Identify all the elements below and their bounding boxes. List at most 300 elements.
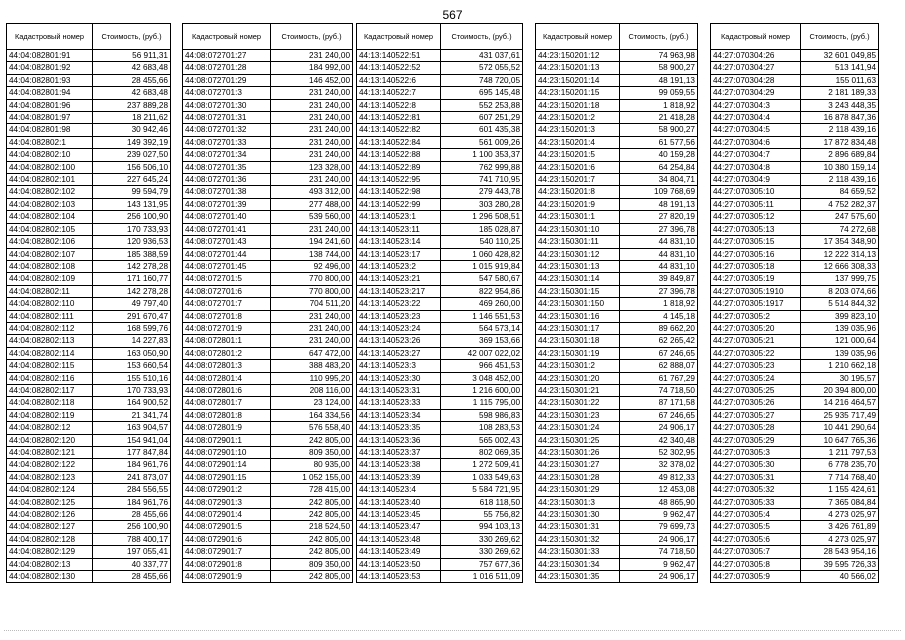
cadastral-number-cell: 44:04:082802:121 bbox=[7, 447, 93, 459]
table-row bbox=[357, 397, 523, 409]
cost-cell: 239 027,50 bbox=[93, 149, 171, 161]
cadastral-number-cell: 44:08:072901:10 bbox=[183, 447, 271, 459]
table-row bbox=[536, 186, 698, 198]
table-row bbox=[357, 459, 523, 471]
cost-cell: 67 246,65 bbox=[620, 347, 698, 359]
table-row bbox=[711, 546, 879, 558]
table-row bbox=[183, 471, 353, 483]
table-row bbox=[536, 372, 698, 384]
cadastral-number-cell: 44:04:082802:123 bbox=[7, 471, 93, 483]
cost-cell: 647 472,00 bbox=[271, 347, 353, 359]
cadastral-number-cell: 44:27:070305:22 bbox=[711, 347, 801, 359]
table-row bbox=[7, 434, 171, 446]
cost-cell: 40 337,77 bbox=[93, 558, 171, 570]
table-row bbox=[7, 397, 171, 409]
cadastral-number-cell: 44:23:150201:14 bbox=[536, 74, 620, 86]
cadastral-number-cell: 44:04:082802:125 bbox=[7, 496, 93, 508]
cost-cell: 2 181 189,33 bbox=[801, 87, 879, 99]
cadastral-table-3 bbox=[356, 23, 523, 583]
cost-cell: 7 365 084,84 bbox=[801, 496, 879, 508]
cadastral-number-cell: 44:27:070304:7 bbox=[711, 149, 801, 161]
cadastral-number-cell: 44:08:072701:38 bbox=[183, 186, 271, 198]
cadastral-number-cell: 44:27:070305:4 bbox=[711, 509, 801, 521]
cadastral-number-cell: 44:13:140523:27 bbox=[357, 347, 441, 359]
cost-cell: 153 660,54 bbox=[93, 360, 171, 372]
cadastral-number-cell: 44:04:082802:112 bbox=[7, 322, 93, 334]
cadastral-number-cell: 44:04:082802:107 bbox=[7, 248, 93, 260]
table-row bbox=[183, 422, 353, 434]
table-row bbox=[711, 533, 879, 545]
cadastral-number-cell: 44:27:070305:10 bbox=[711, 186, 801, 198]
table-row bbox=[183, 298, 353, 310]
cadastral-number-cell: 44:27:070305:23 bbox=[711, 360, 801, 372]
cadastral-number-cell: 44:13:140522:99 bbox=[357, 198, 441, 210]
cost-cell: 607 251,29 bbox=[441, 112, 523, 124]
cost-cell: 4 145,18 bbox=[620, 310, 698, 322]
table-row bbox=[711, 409, 879, 421]
table-row bbox=[7, 459, 171, 471]
cadastral-number-cell: 44:04:082802:113 bbox=[7, 335, 93, 347]
table-row bbox=[7, 112, 171, 124]
cadastral-number-cell: 44:27:070305:6 bbox=[711, 533, 801, 545]
cost-cell: 966 451,53 bbox=[441, 360, 523, 372]
table-row bbox=[357, 471, 523, 483]
cost-cell: 58 900,27 bbox=[620, 62, 698, 74]
cadastral-number-cell: 44:27:070304:27 bbox=[711, 62, 801, 74]
cadastral-number-cell: 44:23:150301:28 bbox=[536, 471, 620, 483]
cadastral-number-cell: 44:08:072901:4 bbox=[183, 509, 271, 521]
cost-cell: 231 240,00 bbox=[271, 136, 353, 148]
cost-cell: 18 211,62 bbox=[93, 112, 171, 124]
cost-cell: 12 453,08 bbox=[620, 484, 698, 496]
table-row bbox=[536, 87, 698, 99]
cost-cell: 89 662,20 bbox=[620, 322, 698, 334]
table-row bbox=[711, 471, 879, 483]
table-row bbox=[711, 149, 879, 161]
table-row bbox=[357, 236, 523, 248]
cadastral-number-cell: 44:04:082801:96 bbox=[7, 99, 93, 111]
table-row bbox=[536, 174, 698, 186]
table-row bbox=[183, 509, 353, 521]
cadastral-number-cell: 44:08:072701:9 bbox=[183, 322, 271, 334]
cost-cell: 279 443,78 bbox=[441, 186, 523, 198]
cost-cell: 10 380 159,14 bbox=[801, 161, 879, 173]
table-row bbox=[711, 360, 879, 372]
cost-cell: 2 118 439,16 bbox=[801, 124, 879, 136]
cost-cell: 154 941,04 bbox=[93, 434, 171, 446]
cadastral-number-cell: 44:13:140522:8 bbox=[357, 99, 441, 111]
table-row bbox=[357, 447, 523, 459]
cadastral-number-cell: 44:27:070305:7 bbox=[711, 546, 801, 558]
cost-cell: 32 378,02 bbox=[620, 459, 698, 471]
cadastral-number-cell: 44:27:070304:3 bbox=[711, 99, 801, 111]
cost-cell: 74 718,50 bbox=[620, 384, 698, 396]
cadastral-number-cell: 44:27:070304:6 bbox=[711, 136, 801, 148]
table-row bbox=[711, 558, 879, 570]
cadastral-number-cell: 44:23:150301:18 bbox=[536, 335, 620, 347]
cost-cell: 156 506,10 bbox=[93, 161, 171, 173]
cadastral-number-cell: 44:04:082802:118 bbox=[7, 397, 93, 409]
table-row bbox=[357, 260, 523, 272]
table-row bbox=[183, 87, 353, 99]
cadastral-number-cell: 44:04:082802:130 bbox=[7, 571, 93, 583]
cost-cell: 572 055,52 bbox=[441, 62, 523, 74]
cadastral-number-cell: 44:13:140522:95 bbox=[357, 174, 441, 186]
cadastral-number-cell: 44:08:072701:7 bbox=[183, 298, 271, 310]
cadastral-number-cell: 44:04:082801:94 bbox=[7, 87, 93, 99]
cost-cell: 256 100,90 bbox=[93, 211, 171, 223]
cost-cell: 17 872 834,48 bbox=[801, 136, 879, 148]
table-row bbox=[711, 459, 879, 471]
cadastral-number-cell: 44:23:150301:27 bbox=[536, 459, 620, 471]
table-row bbox=[536, 50, 698, 62]
cost-cell: 4 273 025,97 bbox=[801, 509, 879, 521]
cadastral-number-cell: 44:08:072801:3 bbox=[183, 360, 271, 372]
cost-cell: 291 670,47 bbox=[93, 310, 171, 322]
cost-cell: 1 210 662,18 bbox=[801, 360, 879, 372]
cadastral-number-cell: 44:04:082801:93 bbox=[7, 74, 93, 86]
table-row bbox=[711, 285, 879, 297]
cadastral-number-cell: 44:23:150301:35 bbox=[536, 571, 620, 583]
table-row bbox=[357, 124, 523, 136]
cost-cell: 27 396,78 bbox=[620, 223, 698, 235]
cadastral-number-cell: 44:08:072901:15 bbox=[183, 471, 271, 483]
table-row bbox=[711, 223, 879, 235]
cost-cell: 170 733,93 bbox=[93, 384, 171, 396]
table-row bbox=[183, 484, 353, 496]
table-row bbox=[711, 124, 879, 136]
cost-cell: 231 240,00 bbox=[271, 149, 353, 161]
cost-cell: 757 677,36 bbox=[441, 558, 523, 570]
table-row bbox=[357, 571, 523, 583]
cadastral-number-cell: 44:23:150301:10 bbox=[536, 223, 620, 235]
cadastral-number-cell: 44:23:150301:19 bbox=[536, 347, 620, 359]
cadastral-number-cell: 44:13:140523:11 bbox=[357, 223, 441, 235]
cost-cell: 28 455,66 bbox=[93, 509, 171, 521]
table-row bbox=[7, 136, 171, 148]
cadastral-number-cell: 44:13:140523:36 bbox=[357, 434, 441, 446]
cadastral-number-cell: 44:04:082802:114 bbox=[7, 347, 93, 359]
cadastral-number-cell: 44:13:140523:22 bbox=[357, 298, 441, 310]
cadastral-number-cell: 44:04:082802:119 bbox=[7, 409, 93, 421]
table-row bbox=[711, 161, 879, 173]
table-row bbox=[7, 558, 171, 570]
cadastral-number-cell: 44:08:072701:31 bbox=[183, 112, 271, 124]
table-row bbox=[7, 571, 171, 583]
cost-cell: 21 418,28 bbox=[620, 112, 698, 124]
cadastral-number-cell: 44:08:072701:40 bbox=[183, 211, 271, 223]
cadastral-number-cell: 44:13:140523:3 bbox=[357, 360, 441, 372]
header-cadastral-number: Кадастровый номер bbox=[536, 24, 620, 50]
table-row bbox=[183, 322, 353, 334]
cost-cell: 3 243 448,35 bbox=[801, 99, 879, 111]
cadastral-number-cell: 44:27:070304:9 bbox=[711, 174, 801, 186]
table-row bbox=[183, 558, 353, 570]
cadastral-number-cell: 44:27:070305:28 bbox=[711, 422, 801, 434]
cost-cell: 748 720,05 bbox=[441, 74, 523, 86]
cost-cell: 30 942,46 bbox=[93, 124, 171, 136]
cost-cell: 27 396,78 bbox=[620, 285, 698, 297]
cadastral-number-cell: 44:13:140523:33 bbox=[357, 397, 441, 409]
table-row bbox=[183, 372, 353, 384]
cost-cell: 177 847,84 bbox=[93, 447, 171, 459]
table-row bbox=[183, 347, 353, 359]
cost-cell: 231 240,00 bbox=[271, 223, 353, 235]
table-row bbox=[7, 384, 171, 396]
table-row bbox=[711, 322, 879, 334]
table-row bbox=[183, 546, 353, 558]
cadastral-number-cell: 44:23:150301:33 bbox=[536, 546, 620, 558]
cadastral-number-cell: 44:23:150201:6 bbox=[536, 161, 620, 173]
cost-cell: 39 849,87 bbox=[620, 273, 698, 285]
cadastral-number-cell: 44:27:070305:1917 bbox=[711, 298, 801, 310]
cost-cell: 277 488,00 bbox=[271, 198, 353, 210]
cost-cell: 231 240,00 bbox=[271, 310, 353, 322]
cadastral-number-cell: 44:23:150301:22 bbox=[536, 397, 620, 409]
cost-cell: 49 812,33 bbox=[620, 471, 698, 483]
cost-cell: 704 511,20 bbox=[271, 298, 353, 310]
cost-cell: 184 992,00 bbox=[271, 62, 353, 74]
cadastral-number-cell: 44:13:140523:35 bbox=[357, 422, 441, 434]
table-row bbox=[7, 310, 171, 322]
cadastral-number-cell: 44:27:070305:27 bbox=[711, 409, 801, 421]
table-row bbox=[357, 136, 523, 148]
cadastral-number-cell: 44:27:070304:8 bbox=[711, 161, 801, 173]
cost-cell: 565 002,43 bbox=[441, 434, 523, 446]
cadastral-number-cell: 44:23:150201:7 bbox=[536, 174, 620, 186]
cadastral-number-cell: 44:04:082802:116 bbox=[7, 372, 93, 384]
cost-cell: 256 100,90 bbox=[93, 521, 171, 533]
cost-cell: 21 341,74 bbox=[93, 409, 171, 421]
table-row bbox=[357, 409, 523, 421]
cost-cell: 84 659,52 bbox=[801, 186, 879, 198]
cost-cell: 6 778 235,70 bbox=[801, 459, 879, 471]
cost-cell: 62 888,07 bbox=[620, 360, 698, 372]
table-row bbox=[357, 322, 523, 334]
table-row bbox=[536, 112, 698, 124]
cost-cell: 303 280,28 bbox=[441, 198, 523, 210]
cost-cell: 61 577,56 bbox=[620, 136, 698, 148]
cost-cell: 1 115 795,00 bbox=[441, 397, 523, 409]
header-cost: Стоимость, (руб.) bbox=[801, 24, 879, 50]
table-row bbox=[7, 335, 171, 347]
table-row bbox=[7, 546, 171, 558]
cost-cell: 155 510,16 bbox=[93, 372, 171, 384]
cadastral-number-cell: 44:08:072701:39 bbox=[183, 198, 271, 210]
table-row bbox=[357, 496, 523, 508]
cadastral-number-cell: 44:13:140523:26 bbox=[357, 335, 441, 347]
header-cost: Стоимость, (руб.) bbox=[441, 24, 523, 50]
table-row bbox=[183, 533, 353, 545]
cadastral-number-cell: 44:08:072701:30 bbox=[183, 99, 271, 111]
table-row bbox=[7, 260, 171, 272]
cost-cell: 14 227,83 bbox=[93, 335, 171, 347]
cost-cell: 1 155 424,61 bbox=[801, 484, 879, 496]
table-row bbox=[357, 99, 523, 111]
cadastral-number-cell: 44:27:070305:19 bbox=[711, 273, 801, 285]
table-row bbox=[711, 335, 879, 347]
cadastral-number-cell: 44:27:070305:29 bbox=[711, 434, 801, 446]
table-row bbox=[183, 273, 353, 285]
cadastral-number-cell: 44:23:150201:3 bbox=[536, 124, 620, 136]
cost-cell: 40 159,28 bbox=[620, 149, 698, 161]
table-row bbox=[536, 422, 698, 434]
table-row bbox=[7, 372, 171, 384]
cost-cell: 171 160,77 bbox=[93, 273, 171, 285]
table-row bbox=[183, 124, 353, 136]
cost-cell: 564 573,14 bbox=[441, 322, 523, 334]
cost-cell: 42 683,48 bbox=[93, 87, 171, 99]
cadastral-number-cell: 44:13:140522:84 bbox=[357, 136, 441, 148]
table-row bbox=[7, 74, 171, 86]
table-row bbox=[711, 260, 879, 272]
cadastral-number-cell: 44:27:070305:9 bbox=[711, 571, 801, 583]
cost-cell: 1 016 511,09 bbox=[441, 571, 523, 583]
table-row bbox=[711, 186, 879, 198]
cost-cell: 242 805,00 bbox=[271, 533, 353, 545]
table-row bbox=[536, 434, 698, 446]
cadastral-number-cell: 44:08:072801:6 bbox=[183, 384, 271, 396]
cadastral-number-cell: 44:08:072701:36 bbox=[183, 174, 271, 186]
cadastral-number-cell: 44:13:140522:98 bbox=[357, 186, 441, 198]
cadastral-number-cell: 44:08:072701:32 bbox=[183, 124, 271, 136]
table-row bbox=[7, 422, 171, 434]
header-cadastral-number: Кадастровый номер bbox=[357, 24, 441, 50]
cost-cell: 121 000,64 bbox=[801, 335, 879, 347]
cost-cell: 9 962,47 bbox=[620, 509, 698, 521]
cadastral-number-cell: 44:27:070305:1910 bbox=[711, 285, 801, 297]
cadastral-number-cell: 44:04:082802:101 bbox=[7, 174, 93, 186]
cost-cell: 231 240,00 bbox=[271, 174, 353, 186]
cost-cell: 55 756,82 bbox=[441, 509, 523, 521]
table-row bbox=[183, 496, 353, 508]
cadastral-number-cell: 44:13:140523:2 bbox=[357, 260, 441, 272]
cost-cell: 74 272,68 bbox=[801, 223, 879, 235]
cadastral-number-cell: 44:08:072701:6 bbox=[183, 285, 271, 297]
cost-cell: 598 986,83 bbox=[441, 409, 523, 421]
table-row bbox=[536, 198, 698, 210]
cost-cell: 242 805,00 bbox=[271, 434, 353, 446]
table-row bbox=[536, 347, 698, 359]
cadastral-number-cell: 44:23:150301:20 bbox=[536, 372, 620, 384]
cadastral-number-cell: 44:13:140523:49 bbox=[357, 546, 441, 558]
cadastral-number-cell: 44:04:082802:126 bbox=[7, 509, 93, 521]
cost-cell: 3 426 761,89 bbox=[801, 521, 879, 533]
cadastral-number-cell: 44:13:140523:40 bbox=[357, 496, 441, 508]
table-row bbox=[711, 62, 879, 74]
cost-cell: 184 961,76 bbox=[93, 459, 171, 471]
cost-cell: 227 645,24 bbox=[93, 174, 171, 186]
cost-cell: 802 069,35 bbox=[441, 447, 523, 459]
cost-cell: 74 718,50 bbox=[620, 546, 698, 558]
table-row bbox=[357, 310, 523, 322]
cadastral-number-cell: 44:08:072701:41 bbox=[183, 223, 271, 235]
table-row bbox=[183, 459, 353, 471]
table-row bbox=[536, 509, 698, 521]
table-row bbox=[357, 248, 523, 260]
cost-cell: 994 103,13 bbox=[441, 521, 523, 533]
table-row bbox=[357, 384, 523, 396]
cadastral-number-cell: 44:27:070305:33 bbox=[711, 496, 801, 508]
cadastral-number-cell: 44:08:072701:34 bbox=[183, 149, 271, 161]
cadastral-number-cell: 44:04:082802:122 bbox=[7, 459, 93, 471]
cost-cell: 231 240,00 bbox=[271, 50, 353, 62]
table-row bbox=[357, 521, 523, 533]
cost-cell: 547 580,67 bbox=[441, 273, 523, 285]
cost-cell: 24 906,17 bbox=[620, 422, 698, 434]
cost-cell: 1 100 353,37 bbox=[441, 149, 523, 161]
table-row bbox=[536, 310, 698, 322]
cadastral-number-cell: 44:23:150301:11 bbox=[536, 236, 620, 248]
cadastral-number-cell: 44:08:072701:44 bbox=[183, 248, 271, 260]
cost-cell: 822 954,86 bbox=[441, 285, 523, 297]
cost-cell: 1 060 428,82 bbox=[441, 248, 523, 260]
cadastral-number-cell: 44:23:150301:16 bbox=[536, 310, 620, 322]
cost-cell: 247 575,60 bbox=[801, 211, 879, 223]
cadastral-number-cell: 44:13:140522:81 bbox=[357, 112, 441, 124]
cost-cell: 87 171,58 bbox=[620, 397, 698, 409]
cadastral-number-cell: 44:27:070305:3 bbox=[711, 447, 801, 459]
table-row bbox=[536, 546, 698, 558]
cost-cell: 12 666 308,33 bbox=[801, 260, 879, 272]
cadastral-number-cell: 44:08:072701:29 bbox=[183, 74, 271, 86]
cadastral-number-cell: 44:27:070304:4 bbox=[711, 112, 801, 124]
cadastral-number-cell: 44:13:140523:21 bbox=[357, 273, 441, 285]
table-row bbox=[183, 434, 353, 446]
table-row bbox=[536, 99, 698, 111]
cadastral-number-cell: 44:08:072701:35 bbox=[183, 161, 271, 173]
table-row bbox=[183, 136, 353, 148]
cost-cell: 30 195,57 bbox=[801, 372, 879, 384]
cadastral-number-cell: 44:23:150301:24 bbox=[536, 422, 620, 434]
table-row bbox=[7, 484, 171, 496]
cost-cell: 28 455,66 bbox=[93, 571, 171, 583]
cadastral-number-cell: 44:08:072901:6 bbox=[183, 533, 271, 545]
table-row bbox=[7, 174, 171, 186]
cost-cell: 74 963,98 bbox=[620, 50, 698, 62]
table-row bbox=[711, 248, 879, 260]
cadastral-number-cell: 44:04:082802:109 bbox=[7, 273, 93, 285]
cost-cell: 24 906,17 bbox=[620, 533, 698, 545]
cadastral-number-cell: 44:13:140522:51 bbox=[357, 50, 441, 62]
table-row bbox=[536, 62, 698, 74]
cadastral-number-cell: 44:08:072801:1 bbox=[183, 335, 271, 347]
cadastral-number-cell: 44:13:140523:38 bbox=[357, 459, 441, 471]
cadastral-number-cell: 44:13:140523:24 bbox=[357, 322, 441, 334]
cadastral-number-cell: 44:04:082801:91 bbox=[7, 50, 93, 62]
table-row bbox=[536, 558, 698, 570]
cadastral-number-cell: 44:23:150301:26 bbox=[536, 447, 620, 459]
cadastral-number-cell: 44:13:140522:88 bbox=[357, 149, 441, 161]
table-row bbox=[7, 447, 171, 459]
cadastral-table-5 bbox=[710, 23, 879, 583]
table-row bbox=[536, 124, 698, 136]
table-row bbox=[357, 372, 523, 384]
cost-cell: 185 028,87 bbox=[441, 223, 523, 235]
cost-cell: 4 752 282,37 bbox=[801, 198, 879, 210]
table-row bbox=[536, 384, 698, 396]
cost-cell: 1 272 509,41 bbox=[441, 459, 523, 471]
cost-cell: 27 820,19 bbox=[620, 211, 698, 223]
cadastral-number-cell: 44:23:150301:17 bbox=[536, 322, 620, 334]
cadastral-number-cell: 44:23:150301:14 bbox=[536, 273, 620, 285]
cadastral-number-cell: 44:23:150301:150 bbox=[536, 298, 620, 310]
cost-cell: 561 009,26 bbox=[441, 136, 523, 148]
table-row bbox=[536, 447, 698, 459]
cost-cell: 741 710,95 bbox=[441, 174, 523, 186]
cadastral-number-cell: 44:13:140523:37 bbox=[357, 447, 441, 459]
cadastral-number-cell: 44:08:072901:3 bbox=[183, 496, 271, 508]
